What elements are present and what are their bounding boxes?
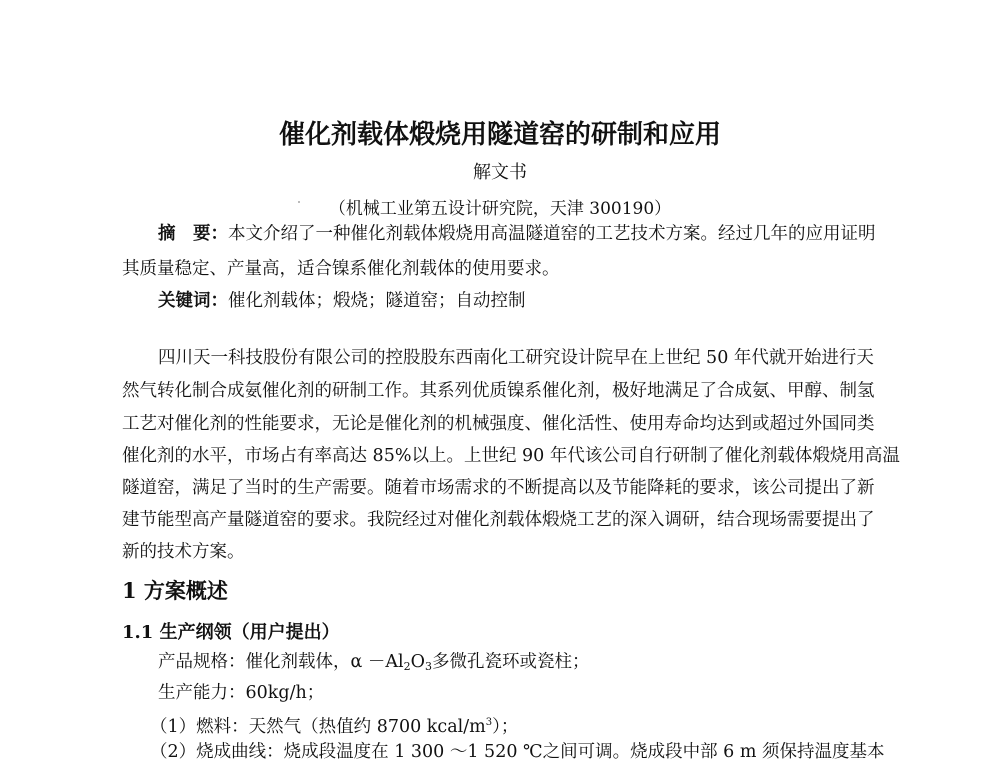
capacity-line: 生产能力：60kg/h；	[158, 683, 325, 703]
fuel-superscript: 3	[485, 717, 493, 728]
spec-suffix: 多微孔瓷环或瓷柱；	[431, 652, 590, 672]
intro-line-4: 催化剂的水平，市场占有率高达 85%以上。上世纪 90 年代该公司自行研制了催化剂载体煅烧用高温	[122, 446, 900, 466]
abstract-line-2: 其质量稳定、产量高，适合镍系催化剂载体的使用要求。	[122, 259, 560, 279]
intro-line-1: 四川天一科技股份有限公司的控股股东西南化工研究设计院早在上世纪 50 年代就开始进行天	[158, 348, 874, 368]
spec-oxygen: O	[410, 652, 425, 672]
intro-line-7: 新的技术方案。	[122, 542, 245, 562]
intro-line-5: 隧道窑，满足了当时的生产需要。随着市场需求的不断提高以及节能降耗的要求，该公司提出了新	[122, 478, 875, 498]
fuel-suffix: ）；	[492, 717, 519, 737]
fuel-line	[150, 711, 518, 739]
abstract-line-1	[158, 222, 876, 246]
section-heading: 1 方案概述	[122, 578, 228, 603]
keywords-text: 催化剂载体；煅烧；隧道窑；自动控制	[228, 291, 526, 311]
spec-line	[158, 650, 589, 679]
paper-title: 催化剂载体煅烧用隧道窑的研制和应用	[278, 120, 721, 150]
intro-line-3: 工艺对催化剂的性能要求，无论是催化剂的机械强度、催化活性、使用寿命均达到或超过外国同类	[122, 414, 875, 434]
fuel-prefix: （1）燃料：天然气（热值约 8700 kcal/m	[150, 717, 486, 737]
abstract-label: 摘 要：	[158, 224, 228, 244]
spec-subscript-1: 2	[403, 660, 411, 673]
subsection-heading: 1.1 生产纲领（用户提出）	[122, 622, 340, 643]
intro-line-2: 然气转化制合成氨催化剂的研制工作。其系列优质镍系催化剂，极好地满足了合成氨、甲醇、制氢	[122, 381, 875, 401]
firing-curve-line: （2）烧成曲线：烧成段温度在 1 300 ～1 520 ℃之间可调。烧成段中部 6 m 须保持温度基本	[150, 742, 885, 762]
author-name: 解文书	[473, 162, 527, 183]
keywords-label: 关键词：	[158, 291, 228, 311]
author-affiliation: （机械工业第五设计研究院，天津 300190）	[328, 199, 672, 219]
spec-subscript-2: 3	[424, 660, 432, 673]
intro-line-6: 建节能型高产量隧道窑的要求。我院经过对催化剂载体煅烧工艺的深入调研，结合现场需要提出了	[122, 510, 875, 530]
keywords-line	[158, 289, 526, 313]
spec-prefix: 产品规格：催化剂载体，α －Al	[158, 652, 404, 672]
abstract-text-1: 本文介绍了一种催化剂载体煅烧用高温隧道窑的工艺技术方案。经过几年的应用证明	[228, 224, 876, 244]
